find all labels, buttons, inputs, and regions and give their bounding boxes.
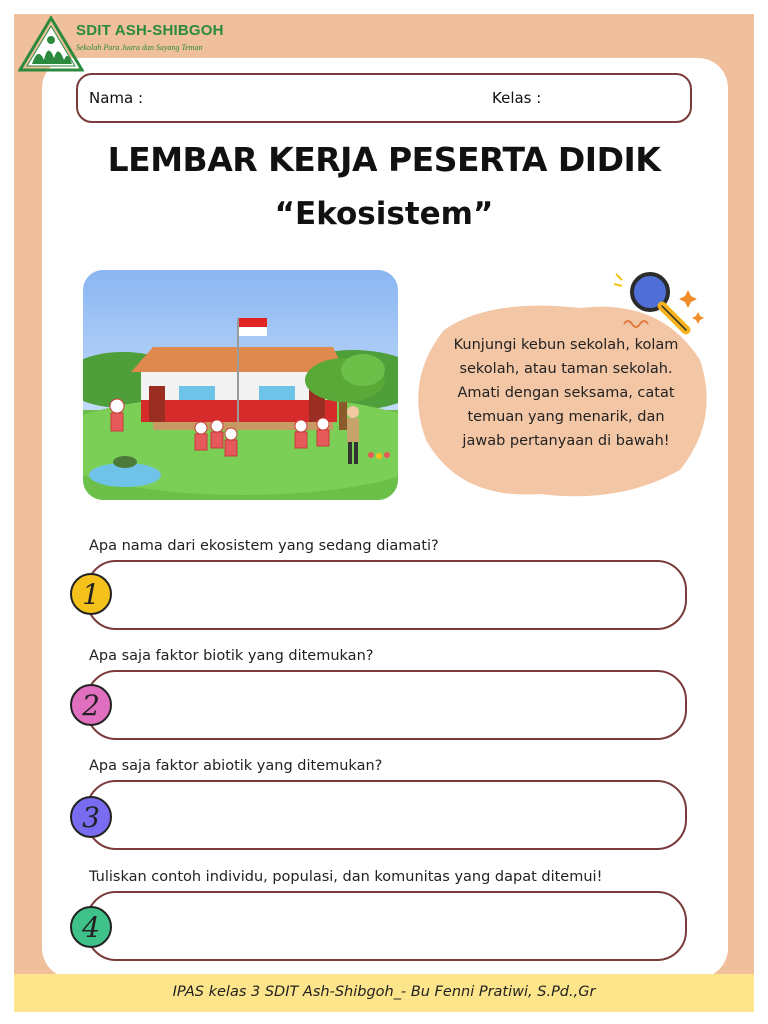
answer-box-4[interactable] (86, 891, 687, 961)
footer-text: IPAS kelas 3 SDIT Ash-Shibgoh_- Bu Fenni Pratiwi, S.Pd.,Gr (172, 984, 596, 1000)
magnifier-icon (610, 266, 706, 340)
instruction-text: Kunjungi kebun sekolah, kolam sekolah, atau taman sekolah. Amati dengan seksama, catat temuan yang menarik, dan jawab pertanyaan di bawah! (453, 337, 679, 449)
worksheet-subtitle: “Ekosistem” (274, 196, 494, 232)
school-tagline: Sekolah Para Juara dan Sayang Teman (76, 43, 203, 52)
school-name: SDIT ASH-SHIBGOH (76, 22, 224, 39)
question-3-text: Apa saja faktor abiotik yang ditemukan? (89, 758, 383, 774)
name-label: Nama : (89, 89, 144, 107)
question-4-text: Tuliskan contoh individu, populasi, dan komunitas yang dapat ditemui! (89, 869, 603, 885)
number-badge-4: 4 (70, 906, 112, 948)
worksheet-title: LEMBAR KERJA PESERTA DIDIK (107, 140, 661, 179)
number-badge-2: 2 (70, 684, 112, 726)
number-badge-1: 1 (70, 573, 112, 615)
answer-box-1[interactable] (86, 560, 687, 630)
number-badge-3: 3 (70, 796, 112, 838)
class-label: Kelas : (492, 89, 542, 107)
question-2-text: Apa saja faktor biotik yang ditemukan? (89, 648, 374, 664)
school-garden-illustration (83, 270, 398, 500)
school-logo-icon (18, 16, 84, 72)
answer-box-2[interactable] (86, 670, 687, 740)
question-1-text: Apa nama dari ekosistem yang sedang diamati? (89, 538, 439, 554)
answer-box-3[interactable] (86, 780, 687, 850)
identity-box (76, 73, 692, 123)
